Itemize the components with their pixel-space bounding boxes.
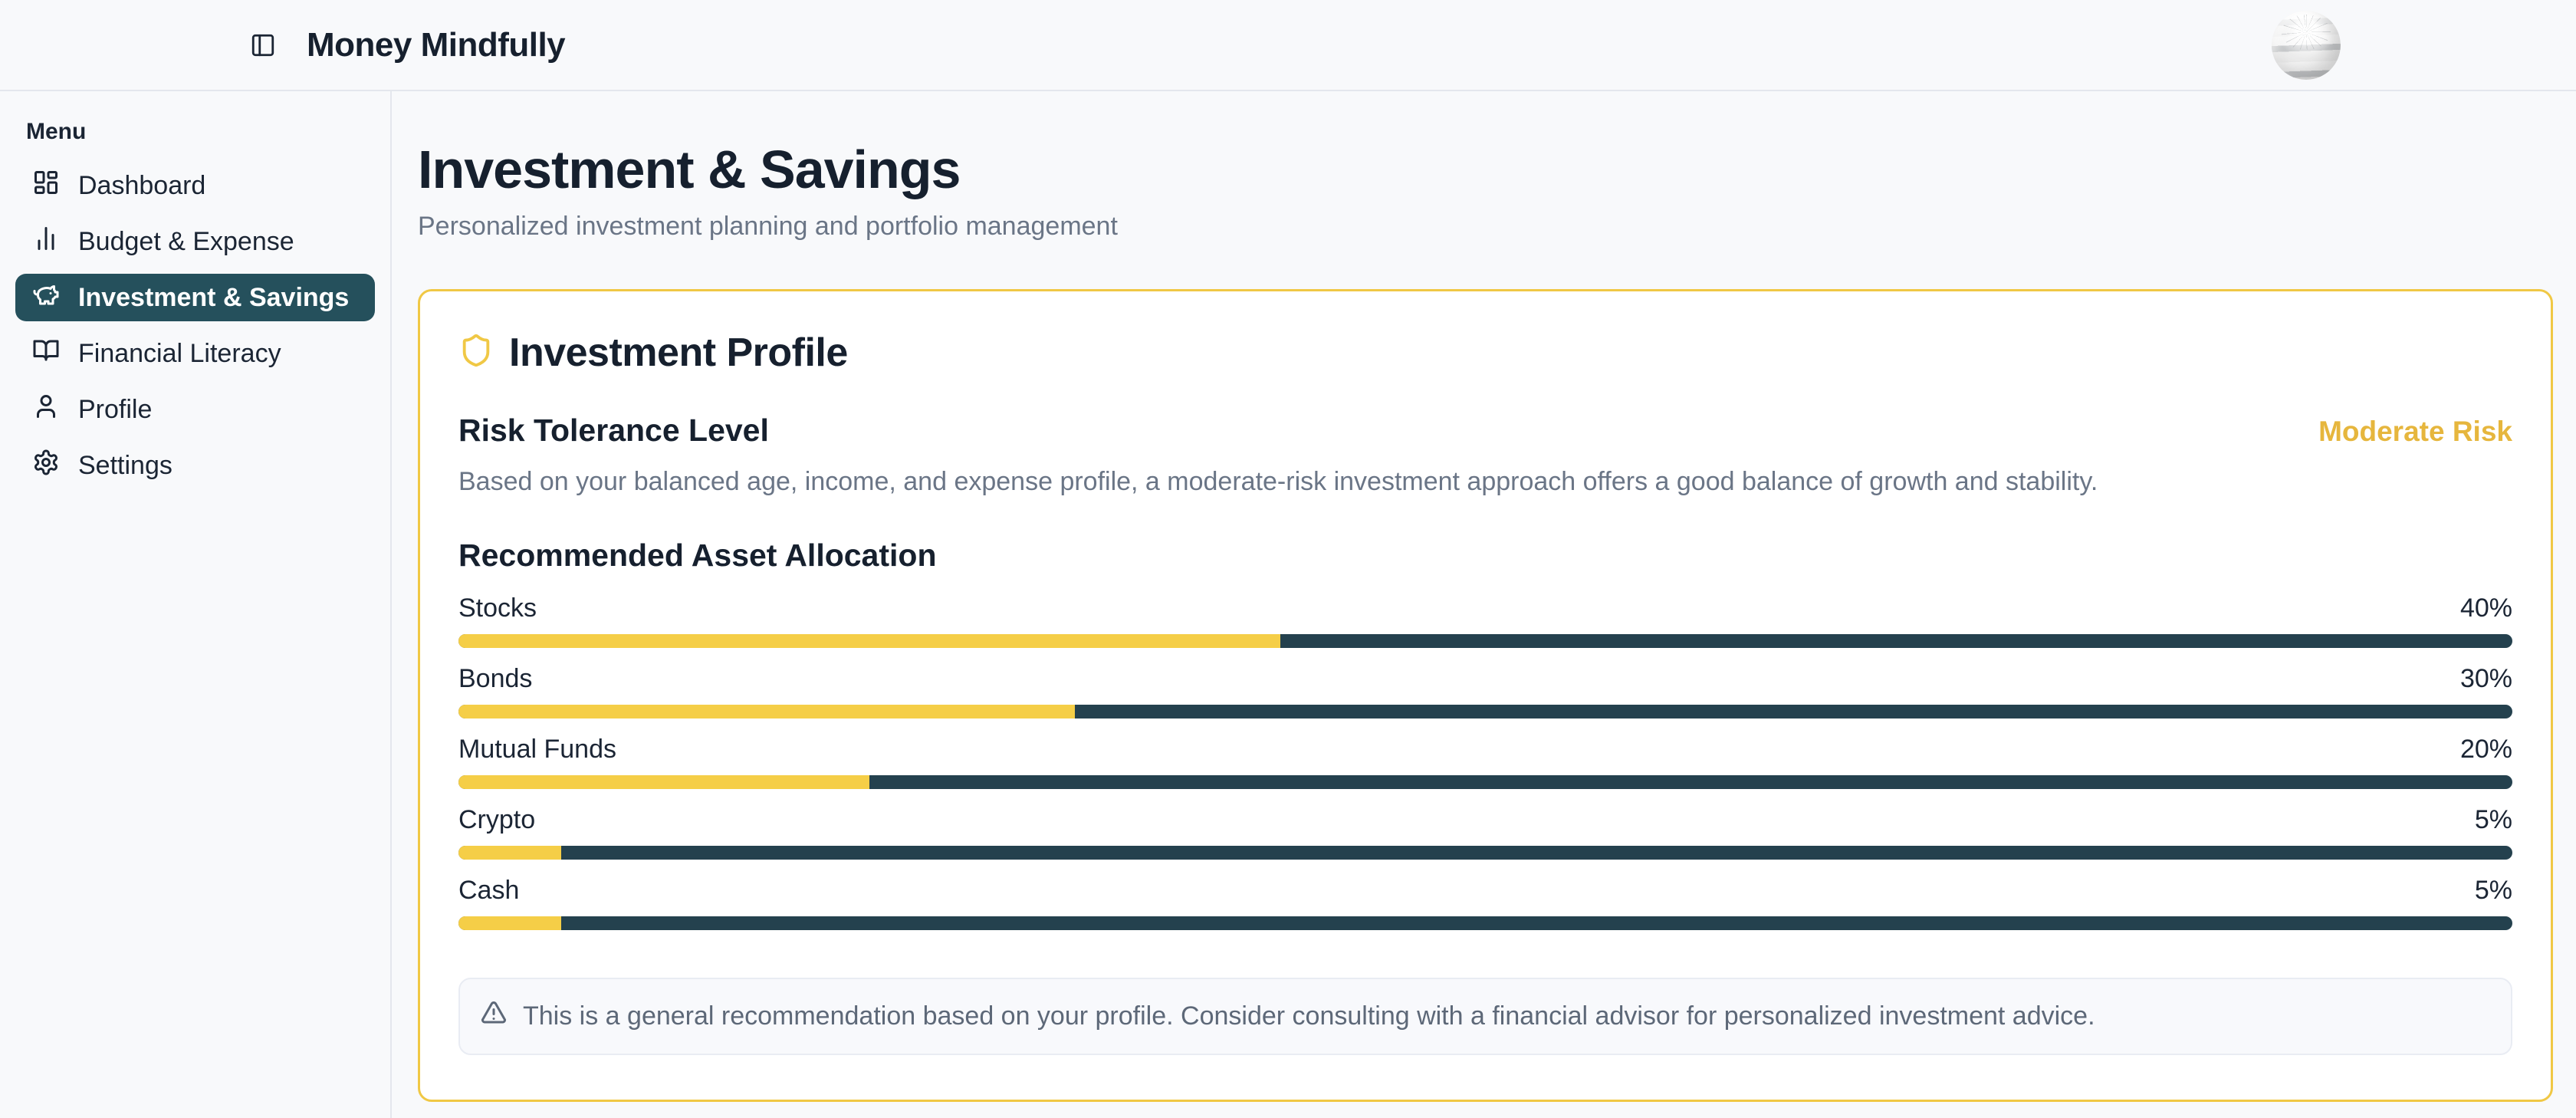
risk-description: Based on your balanced age, income, and expense profile, a moderate-risk investment approach offers a good balance of growth and stability. xyxy=(458,466,2098,496)
sidebar-toggle-button[interactable] xyxy=(250,32,276,58)
sidebar-item-investment-savings[interactable] xyxy=(15,274,375,321)
settings-icon xyxy=(32,449,60,483)
allocation-bar-track xyxy=(458,846,2512,860)
sidebar xyxy=(0,91,392,1118)
sidebar-menu-label: Menu xyxy=(26,119,87,144)
allocation-percent: 30% xyxy=(2459,664,2512,693)
logo-avatar xyxy=(2272,11,2341,80)
investment-profile-card xyxy=(418,289,2553,1103)
allocation-heading: Recommended Asset Allocation xyxy=(458,538,937,573)
bar-chart-icon xyxy=(32,225,60,259)
panel-left-icon xyxy=(250,49,276,61)
allocation-line xyxy=(458,664,2512,694)
allocation-label: Crypto xyxy=(458,805,536,834)
allocation-label: Cash xyxy=(458,876,520,905)
allocation-percent: 20% xyxy=(2459,735,2512,764)
sidebar-item-label: Profile xyxy=(78,394,153,424)
allocation-row xyxy=(458,664,2512,718)
allocation-label: Mutual Funds xyxy=(458,735,616,764)
allocation-row xyxy=(458,805,2512,860)
allocation-row xyxy=(458,594,2512,648)
allocation-line xyxy=(458,735,2512,765)
app-title: Money Mindfully xyxy=(307,25,566,64)
allocation-label: Bonds xyxy=(458,664,533,693)
sidebar-item-budget-expense[interactable] xyxy=(15,218,375,265)
card-header xyxy=(458,330,2512,376)
sidebar-item-profile[interactable] xyxy=(15,386,375,433)
allocation-bar-track xyxy=(458,634,2512,648)
disclaimer-note xyxy=(458,978,2512,1055)
risk-row xyxy=(458,413,2512,449)
allocation-bar-fill xyxy=(458,705,1075,718)
allocation-bar-track xyxy=(458,775,2512,789)
allocation-line xyxy=(458,594,2512,623)
sidebar-item-financial-literacy[interactable] xyxy=(15,330,375,377)
allocation-bar-fill xyxy=(458,846,561,860)
allocation-bar-fill xyxy=(458,775,869,789)
allocation-row xyxy=(458,735,2512,789)
sidebar-item-label: Settings xyxy=(78,450,172,480)
risk-heading: Risk Tolerance Level xyxy=(458,412,769,448)
allocation-percent: 40% xyxy=(2459,594,2512,623)
allocation-row xyxy=(458,876,2512,930)
allocation-percent: 5% xyxy=(2474,805,2512,834)
allocation-label: Stocks xyxy=(458,594,537,623)
allocation-line xyxy=(458,876,2512,906)
risk-level-badge: Moderate Risk xyxy=(2318,415,2512,447)
app-header xyxy=(0,0,2576,91)
alert-triangle-icon xyxy=(480,999,508,1034)
allocation-list xyxy=(458,594,2512,930)
sidebar-item-label: Dashboard xyxy=(78,170,206,200)
allocation-line xyxy=(458,805,2512,835)
book-open-icon xyxy=(32,337,60,371)
layout-dashboard-icon xyxy=(32,169,60,203)
shield-icon xyxy=(458,333,494,372)
page-subtitle: Personalized investment planning and portfolio management xyxy=(418,211,1118,241)
allocation-percent: 5% xyxy=(2474,876,2512,905)
sidebar-item-label: Budget & Expense xyxy=(78,226,294,256)
sidebar-item-label: Financial Literacy xyxy=(78,338,281,368)
sidebar-item-label: Investment & Savings xyxy=(78,282,350,312)
disclaimer-text: This is a general recommendation based on your profile. Consider consulting with a financial advisor for personalized investment advice. xyxy=(523,1001,2095,1031)
sidebar-item-settings[interactable] xyxy=(15,442,375,489)
sidebar-item-dashboard[interactable] xyxy=(15,162,375,209)
sidebar-nav xyxy=(15,162,375,489)
card-title: Investment Profile xyxy=(509,330,848,375)
user-icon xyxy=(32,393,60,427)
page-title: Investment & Savings xyxy=(418,140,961,199)
allocation-bar-track xyxy=(458,705,2512,718)
allocation-bar-fill xyxy=(458,634,1280,648)
allocation-bar-fill xyxy=(458,916,561,930)
main-content xyxy=(392,91,2576,1118)
allocation-bar-track xyxy=(458,916,2512,930)
piggy-bank-icon xyxy=(32,281,60,315)
